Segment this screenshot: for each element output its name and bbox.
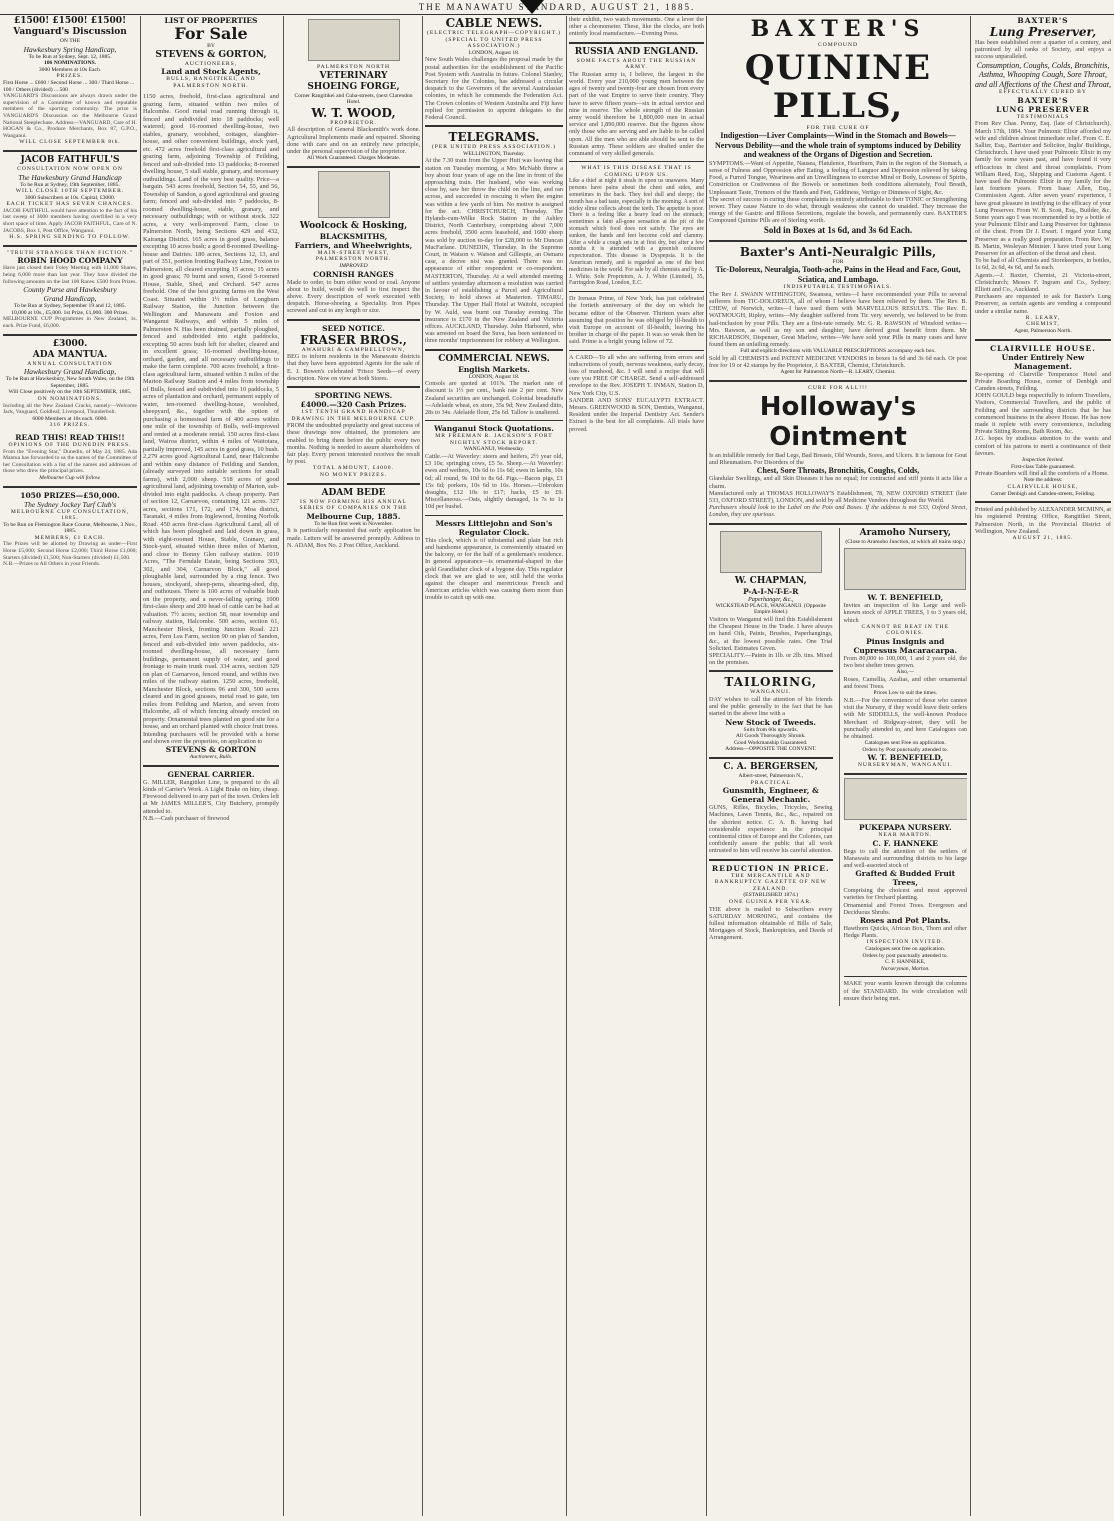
puke-cat: Catalogues sent free on application.: [865, 946, 946, 953]
messrs-body: This clock, which is of substantial and plain but rich and handsome appearance, is conveniently situated on the balcony, or for the half of a gentleman's residence. In general appearance—is ornamental-shaped in due gold Grandfather clock of a bygone day. This regulator clock that we are glad to see, still held the works against the cheaper and meretricious French and American articles which was causing them more than trouble to catch up with one.: [425, 536, 563, 602]
anti-for: FOR: [832, 258, 844, 265]
column-rule: [566, 16, 567, 1516]
by: BY: [207, 43, 215, 49]
property-list: 1150 acres, freehold, first-class agricultural and grazing farm, situated within two miles of Halcombe. Good metal road running through it, fenced and subdivided into 18 paddocks; well watered; good 16-roomed dwelling-house, two stables, granary, woolshed, cottages, slaughter-house, and other convenient buildings, stock yard, etc. 472 acres freehold first-class agricultural and grazing farm, adjoining Township of Feilding, fenced and sub-divided into 13 paddocks; 8-roomed dwelling house, 5 stall stable, granary, and necessary outbuildings. Land of the very best quality. Price—a bargain. 543 acres freehold, Section 54, 55, and 56, Township of Sandon, a good agricultural and grazing farm; fenced and sub-divided into 7 paddocks, 8-roomed dwelling-house, stable, granary, and necessary outbuildings; with or without stock. 322 acres, a very well-improved Farm, close to Palmerston North, being Sections 429 and 432, Kairanga District. 165 acres in good grass, balance excepting 10 acres bush; a good 8-roomed Dwelling-house and Dairies. 180 acres, Sections 12, 13, and part of 351, portion fronting Railway Line, Foxton to Palmerston; all cleared excepting 15 acres; 15 acres in good grass; 70 burnt and sown, Good 5-roomed House, Stable, Shed, and Orchard. 547 acres freehold. One of the best grazing farms on the West Coast. Situated within 1½ miles of Longburn Railway Station, the Junction between the Wellington and Manawatu and Foxton and Wanganui Railways, and within 5 miles of Palmerston N. Has been drained, partially ploughed, fenced and subdivided into eight paddocks, excepting 50 acres bush left for shelter, cleared and in excellent grass; 16-roomed dwelling-house, orchard, garden, and all necessary outbuildings to make the farm complete. 700 acres freehold, a first-class agricultural farm, situated within 3 miles of the Marton Railway Station and 4 miles from township of Bulls, fenced and subdivided into 10 paddocks, 5 acres of plantation and orchard, permanent supply of water, ten-roomed dwelling-house, woolshed, sheepyard, &c., together with the option of purchasing a homestead farm of 400 acres within one mile of the township of Bulls, well-improved and rented at a moderate rental. 150 acres first-class land, Wairoa district, within 4 miles of Waitotara, partially improved, 145 acres in good grass, 10 bush. 2,279 acres good Agricultural Land, near Halcombe and within easy distance of Feilding and Sandon, (already surveyed into suitable sections for small farms), with 2,000 sheep. 518 acres of good agricultural land, adjoining township of Marton, sub-divided into eight paddocks. A cheap property. Part of section 12, Carnarvon, containing 121 acres. 327 acres, sections 171, 172, and 174, Moa district, Taranaki, 4 miles from Inglewood, fronting Norfolk Road. 450 acres first-class Agricultural Land, all of which has been ploughed and laid down in grass, with eight-roomed House, Stable, Granary, and Stock-yard, situated within three miles of Marton, and close to Bonny Glen railway station. 1019 Acres, "The Ferndale Estate, being Sections 303, 302, and 304, Carnarvon Block," all good ploughable land, surrounded by a ring fence. Two houses, stockyard, sheep-pens, shearing-shed, dip, and outhouses. There is 100 acres of valuable bush on the property, and a never-failing spring. 1000 first-class sheep and 200 head of cattle can be had at valuation. 7½ acres, section 58, near township and railway station, Halcombe. 500 acres, section 61, Manchester Block, fronting Junction Road. 221 acres, Fern Lea Farm, section 90 on plan of Sandon, fenced and sub-divided into seven paddocks, six-roomed dwelling-house, all necessary farm buildings, permanent supply of water, and good frontage to main trunk road. 334 acres, section 329 on plan of Carnarvon, fenced round, and within two miles of the railway station. 1250 acres, freehold, Manchester Block, sections 96 and 300, 500 acres cleared and in good grasses, metal road to gate, ten miles from Feilding and Marton, and seven from Halcombe, all of which fencing already erected on property. Ornamental trees planted on good site for a house, and an orchard planted with choice fruit trees.: [143, 93, 279, 731]
wang-body: Cattle.—At Waverley: steers and heifers, 2½ year old, £3 10s; springing cows, £5 5s. Sheep.—At Waverley: ewes and wethers, 10s 6d to 11s 6d; ewes in lambs, 10s 6d; all round, 9s 10d to 8s 6d. Pigs.—Bacon pigs, £1 15s 6d; porkers, 10s 6d to 16s. Horses.—Unbroken draughts, £12 10s to £17; hacks, £5 to £9. Miscellaneous.—Oats, slightly damaged, 1s 7s to 1s 10d per bushel.: [425, 453, 563, 511]
puke-orn: Ornamental and Forest Trees. Evergreen and Deciduous Shrubs.: [843, 901, 967, 916]
forge-title: VETERINARY: [319, 70, 388, 81]
column-2: [143, 16, 279, 1516]
forge-town: PALMERSTON NORTH: [316, 64, 390, 70]
quinine-title: QUININE PILLS,: [744, 47, 932, 126]
column-3: [287, 16, 420, 1516]
symptoms: SYMPTOMS.—Want of Appetite, Nausea, Flatulence, Heartburn, Pain in the region of the Stomach, a sense of Fulness and Oppression after Eating, a feeling of Languor and Depression relieved by taking Food, a Furred Tongue, Weariness and an Unwillingness to exercise Mind or Body, Lowness of Spirits, Constriction or Costiveness of the Bowels or sometimes both conditions alternately, Foul Breath, Unpleasant Taste, Tremors of the Hands and Feet, Giddiness, Vertigo or Dimness of Sight, &c.: [709, 159, 967, 196]
wang-sub: MR FREEMAN R. JACKSON'S FORT NIGHTLY STOCK REPORT.: [435, 433, 553, 446]
sold: Sold in Boxes at 1s 6d, and 3s 6d Each.: [763, 224, 913, 235]
aramoho-title: Aramoho Nursery,: [859, 527, 951, 538]
b-cured: EFFECTUALLY CURED BY: [999, 89, 1087, 96]
ada-members: 6000 Members at 10s each. 6000.: [32, 415, 108, 422]
towns: BULLS, RANGITIKEI, AND PALMERSTON NORTH.: [166, 76, 256, 89]
b-sig: R. LEARY,: [1025, 314, 1061, 321]
wang-title: Wanganui Stock Quotations.: [434, 424, 554, 434]
berg-trade2: Gunsmith, Engineer, & General Mechanic.: [722, 786, 819, 805]
ara-body: Invites an inspection of his Large and well-known stock of APPLE TREES, 1 to 3 years old, which: [843, 602, 967, 624]
ada-amount: £3000.: [52, 338, 88, 349]
ara-foot: NURSERYMAN, WANGANUI.: [857, 762, 953, 769]
orders: Orders by Post punctually attended to.: [862, 746, 949, 753]
addr2: Corner Denbigh and Camden-streets, Feilding.: [990, 490, 1096, 497]
messrs-sub: Regulator Clock.: [458, 527, 530, 537]
forge-owner: W. T. WOOD,: [311, 105, 396, 120]
prize-header: £1500! £1500! £1500!: [13, 16, 127, 26]
messrs-title: Messrs Littlejohn and Son's: [435, 518, 553, 528]
full-dir: Full and explicit directions with VALUABLE PRESCRIPTIONS accompany each box.: [740, 348, 936, 355]
firm-2: STEVENS & GORTON: [165, 745, 257, 755]
cable-sub: (ELECTRIC TELEGRAPH—COPYRIGHT.) (SPECIAL TO UNITED PRESS ASSOCIATION.): [427, 30, 561, 50]
vanguard-event: Hawkesbury Spring Handicap,: [23, 44, 117, 54]
auct-2: Auctioneers, Bulls.: [189, 754, 233, 761]
note: Note the address:: [1023, 477, 1063, 484]
russia-sub: SOME FACTS ABOUT THE RUSSIAN ARMY.: [576, 57, 697, 71]
b-title: BAXTER'S: [1017, 16, 1069, 25]
cable-body: New South Wales challenges the proposal made by the postal authorities for the establishment of the Pacific Post System with Australia in future. Colonel Stanley, Secretary for the Colonies, has addressed a circular despatch to the Governors of the several Australasian colonies, in which he commends the Federation Act. The Crown colonies of Western Australia and Fiji have replied for permission to appoint delegates to the Federal Council.: [425, 56, 563, 121]
compound: COMPOUND: [817, 42, 858, 48]
adam-event: Melbourne Cup, 1885.: [306, 511, 401, 521]
cure-list: Indigestion—Liver Complaints—Wind in the Stomach and Bowels—Nervous Debility—and the whole train of symptoms induced by Debility and weakness of the Organs of Digestion and Secretion.: [714, 131, 961, 160]
sport-sub: 1ST TENTH GRAND HANDICAP DRAWING IN THE MELBOURNE CUP.: [291, 408, 416, 422]
b-body: Has been established over a quarter of a century, and patronised by all ranks of Society, and enjoys a success unparalleled.: [975, 39, 1111, 61]
clair-title: CLAIRVILLE HOUSE.: [990, 343, 1096, 353]
crest-engraving: [318, 171, 390, 218]
prize-list: First Horse ... £600 / Second Horse ... 300 / Third Horse ... 100 / Others (divided) ... 500: [3, 79, 135, 93]
chap-addr: WICKSTEAD PLACE, WANGANUI. (Opposite Empire Hotel.): [715, 602, 826, 616]
pinus: Pinus Insignis and Cupressus Macaracarpa.: [853, 637, 958, 656]
wool-trade2: Farriers, and Wheelwrights,: [294, 240, 413, 250]
puke-body: Begs to call the attention of the settlers of Manawatu and surrounding districts to his large and well-assorted stock of: [843, 847, 967, 870]
column-rule: [970, 16, 971, 1516]
robin-quote: "TRUTH STRANGER THAN FICTION.": [7, 249, 133, 256]
column-5: [569, 16, 704, 1516]
vanguard-noms: 106 NOMINATIONS.: [43, 60, 97, 67]
tailor-guar: Good Workmanship Guaranteed.: [733, 739, 808, 746]
sport-amount: £4000.—320 Cash Prizes.: [300, 399, 407, 409]
robin-date: To be Run at Sydney, September 19 and 12, 1885.: [13, 303, 127, 310]
ada-close: Will Close positively on the 10th SEPTEMBER, 1885.: [8, 389, 132, 396]
tele-date: WELLINGTON, Thursday.: [463, 150, 525, 157]
private: Private Boarders will find all the comforts of a Home.: [975, 470, 1109, 478]
red-price: ONE GUINEA PER YEAR.: [729, 899, 813, 906]
sport-title: SPORTING NEWS.: [314, 390, 393, 400]
ad-reference: A CARD—To all who are suffering from errors and indiscretions of youth, nervous weakness, early decay, loss of manhood, &c. I will send a recipe that will cure you FREE OF CHARGE. Send a self-addressed envelope to the Rev. JOSEPH T. INMAN, Station D, New York City, U.S.: [569, 353, 704, 397]
wool-ranges: CORNISH RANGES: [313, 269, 394, 279]
sport-body: FROM the undoubted popularity and great success of these drawings now obtained, the promoters are enabled to bring them before the public every two months. Nothing is needed to assure shareholders of fair play. Every person interested receives the result by post.: [287, 422, 420, 466]
forge-body: All description of General Blacksmith's work done. Agricultural Implements made and repaired. Shoeing done with care and on an entirely new principle, under the personal supervision of the proprietor.: [287, 126, 420, 155]
puke-foot: Nurseryman, Marton.: [880, 965, 930, 972]
syd-foot: N.B.—Prizes to All Others in your Friends.: [3, 561, 101, 568]
russia-body: The Russian army is, I believe, the largest in the world. Every year 210,000 young men between the ages of twenty and twenty-four are chosen from every part of the vast Empire to serve their country. They have to serve fifteen years—six in actual service and nine in reserve. The whole strength of the Russian army would therefore be 1,800,000 men in actual service and 1,890,000 reserve. But the figures show only those who are serving and are liable to be called upon. All the men who are able should be sent to the Russian army. These soldiers are drafted under the command of very skilled generals.: [569, 70, 704, 158]
puke-title: PUKEPAPA NURSERY.: [858, 823, 952, 833]
ara-owner: W. T. BENEFIELD,: [867, 593, 944, 603]
clair-body: Re-opening of Clairville Temperance Hotel and Private Boarding House, corner of Denbigh and Camden streets, Feilding.: [975, 370, 1111, 392]
wang-date: WANGANUI, Wednesday.: [463, 446, 525, 453]
list-title: LIST OF PROPERTIES: [164, 16, 258, 25]
chapman-engraving: [720, 531, 822, 573]
melb-handicap: MELBOURNE CUP CONSULTATION, 1885.: [10, 508, 130, 522]
wool-improved: IMPROVED: [339, 262, 368, 269]
column-rule: [140, 16, 141, 1516]
fraser-title: FRASER BROS.,: [300, 332, 407, 347]
what-title: WHAT IS THIS DISEASE THAT IS COMING UPON US.: [581, 165, 692, 178]
hol-chest: Chest, Sore Throats, Bronchitis, Coughs, Colds,: [756, 465, 920, 475]
berg-trade: PRACTICAL: [750, 779, 791, 786]
sander-body: SANDER AND SONS' EUCALYPTI EXTRACT. Messrs. GREENWOOD & SON, Dentists, Wanganui, Resident under the Imperial Dentistry Act. Sender's Extract is the best for all complaints. All trials have proved.: [569, 396, 704, 433]
tailor-all: All Goods Thoroughly Shrunk.: [735, 733, 806, 740]
ada-noms: ON NOMINATIONS.: [37, 395, 103, 402]
secret: The secret of success in curing these complaints is entirely attributable to their TONIC or Strengthening power. They cause Nature to do what, through weakness she cannot do unaided. They increase the energy of the Gastric and Bilious Secretions, regulate the bowels, and permanently cure. BAXTER'S Compound Quinine Pills are of Sterling worth.: [709, 195, 967, 225]
ada-sub: ANNUAL CONSULTATION: [27, 360, 113, 367]
hol-body: Is an infallible remedy for Bad Legs, Bad Breasts, Old Wounds, Sores, and Ulcers. It is famous for Gout and Rheumatism. For Disorders of the: [709, 451, 967, 466]
fraser-addr: AWAHURI & CAMPBELLTOWN,: [301, 346, 406, 353]
sydney-jc: The Sydney Jockey Turf Club's: [24, 499, 116, 509]
jacob-subs: 3000 Subscribers at 10s. Capital, £3000.: [24, 194, 116, 201]
agents: Land and Stock Agents,: [161, 67, 261, 77]
jacob-title: JACOB FAITHFUL'S: [20, 154, 120, 165]
carrier-body: G. MILLER, Rangitikei Line, is prepared to do all kinds of Carrier's Work. A Light Brake on hire, cheap. Firewood delivered to any part of the town. Orders left at Mr JAMES MILLER'S, City Butchery, promptly attended to.: [143, 778, 279, 815]
addr: CLAIRVILLE HOUSE,: [1007, 483, 1079, 490]
puke-roses: Roses and Pot Plants.: [859, 916, 951, 926]
gould: JOHN GOULD begs respectfully to inform Travellers, Visitors, Commercial Travellers, and the public of Feilding and the surrounding districts that he has commenced business in the above House. He has now made it replete with every convenience, including Private Sitting Rooms, Bath Room, &c.: [975, 392, 1111, 436]
eng-body: Consols are quoted at 101⅝. The market rate of discount is 1½ per cent., bank rate 2 per cent. New Zealand securities are unchanged. Colonial breadstuffs—Adelaide wheat, ex store, 35s 9d; New Zealand ditto, 28s to 34s. Adelaide flour, 25s 6d. Tallow is unaltered.: [425, 380, 563, 417]
pukepapa-engraving: [844, 778, 968, 820]
b-sold: To be had of all Chemists and Storekeepers, in bottles, 1s 6d, 2s 6d, 4s 6d, and 5s each.: [975, 257, 1111, 272]
cure-all: CURE FOR ALL!!!: [808, 384, 868, 391]
vanguard-body: VANGUARD'S Discussions are always drawn under the supervision of a Committee of known and reputable members of the sporting community. The prize is VANGUARD'S Discussion on the Melbourne Grand National Steeplechase. Address—VANGUARD, Care of H. HOGAN & Co., Produce Merchants, Box 87, G.P.O., Wanganui.: [3, 93, 137, 139]
eng-date: LONDON, August 18.: [468, 373, 520, 380]
prizes-title: PRIZES.: [56, 73, 84, 80]
vanguard-members: 3000 Members at 10s Each.: [38, 66, 102, 73]
wool-town: PALMERSTON NORTH.: [315, 256, 392, 263]
masthead-flag-icon: [520, 0, 544, 14]
jacob-body: JACOB FAITHFUL would have attention to the fact of his last sweep of 3000 members having overfilled in a very short space of time. Apply JACOB FAITHFUL, Care of N. JACOBS, Box 1, Post Office, Wanganui.: [3, 207, 137, 234]
jacob-foot: H.S. SPRING SENDING TO FOLLOW.: [9, 234, 131, 241]
what-body: Like a thief at night it steals in upon us unawares. Many persons have pains about the chest and sides, and sometimes in the back. They feel dull and sleepy; the mouth has a bad taste, especially in the morning. A sort of sticky slime collects about the teeth. The appetite is poor. There is a feeling like a heavy load on the stomach; sometimes a faint all-gone sensation at the pit of the stomach which food does not satisfy. The eyes are sunken, the hands and feet become cold and clammy. After a while a cough sets in at first dry, but after a few months it is attended with a greenish coloured expectoration. This disease is Dyspepsia. It is the American remedy, and is regarded as one of the best medicines in the world. For sale by all chemists and by A. J. White. Sole Proprietors, A. J. White (Limited), 35, Farringdon Road, London, E.C.: [569, 178, 704, 287]
chap-trade: P-A-I-N-T-E-R: [743, 586, 799, 596]
sold2: Sold by all CHEMISTS and PATENT MEDICINE VENDORS in boxes 1s 6d and 3s 6d each. Or post free for 19 or 42 stamps by the Proprietor, J. BAXTER, Chemist, Christchurch.: [709, 354, 967, 370]
puke-body2: Comprising the choicest and most approved varieties for Orchard planting.: [843, 887, 967, 902]
anti-list: Tic-Doloreux, Neuralgia, Tooth-ache, Pains in the Head and Face, Gout, Sciatica, and Lumbago.: [715, 265, 961, 284]
wool-addr: MAIN-STREET WEST,: [317, 249, 390, 256]
read-foot: Melbourne Cup will follow.: [39, 474, 101, 481]
hol-body2: Glandular Swellings, and all Skin Diseases it has no equal; for contracted and stiff joints it acts like a charm.: [709, 475, 967, 490]
insp: Inspection Invited.: [1022, 457, 1064, 463]
jacob-chances: EACH TICKET HAS SEVEN CHANCES.: [6, 201, 134, 208]
intending: Intending purchasers will be provided with a horse and shown over the properties, on application to: [143, 730, 279, 746]
ada-title: ADA MANTUA.: [32, 349, 108, 360]
b-chem: CHEMIST,: [1026, 321, 1060, 328]
read-sub: OPINIONS OF THE DUNEDIN PRESS.: [8, 441, 132, 448]
melb-date: To be Run on Flemington Race Course, Melbourne, 3 Nov., 1885.: [3, 521, 137, 535]
hol-manu: Manufactured only at THOMAS HOLLOWAY'S Establishment, 78, NEW OXFORD STREET (late 533, OXFORD STREET), LONDON, and sold by all Medicine Vendors throughout the World.: [709, 489, 967, 505]
red-title: REDUCTION IN PRICE.: [711, 863, 830, 873]
puke-orders: Orders by post punctually attended to.: [862, 952, 948, 959]
make-ad: MAKE your wants known through the columns of the STANDARD. Its wide circulation will ensure their being met.: [843, 980, 967, 1002]
testimonials: The Rev J. SWANN WITHINGTON, Swansea, writes—I have recommended your Pills to several sufferers from TIC-DOLOREUX, all of whom I believe have been relieved by them. The Rev. B. CHEW, of Norwich, writes—I have used them with MARVELLOUS RESULTS. The Rev. E. WATMOUGH, Ripley, writes—My daughter suffered from Tic very severely, we believed to be from bad-inclusion by your Pills. They are a first-rate remedy. Mr. G. R. RAWSON of Winsford writes—Mrs. Rawson, as well as my son and daughter, have derived great benefit from them. Mr RICHARDSON, Dispenser, Great Marlow, writes—We have sold your Pills in many cases and have found them an unfailing remedy.: [709, 290, 967, 349]
eng-title: English Markets.: [458, 364, 530, 374]
seed-title: SEED NOTICE.: [322, 323, 385, 333]
jacob-date: To be Run at Sydney, 19th September, 1885.: [20, 181, 120, 188]
agent: Agent for Palmerston North—R. LEARY, Chemist.: [780, 369, 896, 376]
forge-sub: SHOEING FORGE,: [307, 81, 400, 92]
column-7: [975, 16, 1111, 1516]
red-est: (ESTABLISHED 1874.): [743, 892, 799, 899]
tele-title: TELEGRAMS.: [448, 130, 540, 145]
auctioneers: AUCTIONEERS,: [184, 60, 238, 67]
column-6: [709, 16, 967, 1516]
cable-title: CABLE NEWS.: [445, 16, 543, 30]
robin-prizes: 10,000 at 10s., £5,000. 1st Prize, £1,000. 300 Prizes.: [11, 309, 129, 316]
anti-title: Baxter's Anti-Neuralgic Pills,: [739, 244, 937, 259]
chap-name: W. CHAPMAN,: [734, 575, 807, 586]
b-lung2: LUNG PRESERVER: [996, 104, 1090, 114]
b-testimonials: From Rev Chas. Penny, Esq. (late of Christchurch). March 17th, 1884. Your Pulmonic Elixir afforded my wife and children almost immediate relief. From C. E. Sallier, Esq., Barrister and Solicitor, Inglis' Buildings, Christchurch. I have used your Pulmonic Elixir in my family for some years past, and have found it very efficacious in chest and throat complaints. From William Reed, Esq., Shipping and Customs Agent. I have used the Pulmonic Elixir in my family for the last fourteen years. From Isaac Allen, Esq., Commission Agent. After seven years' experience, I have great pleasure in testifying to the efficacy of your Lung Preserver. From W. B. Scott, Esq., Builder, &c. Some years ago I was recommended to try a bottle of your Pulmonic Elixir and Lung Preserver for tightness of the chest. From Dr J. Ewart. I regard your Lung Preserver as a really good preparation. From Rev. W. B. Martin, Wesleyan Minister. I have tried your Lung Preserver for an affection of the throat and chest.: [975, 120, 1111, 257]
column-rule: [283, 16, 284, 1516]
prime-body: Dr Irenaus Prime, of New York, has just celebrated the fortieth anniversary of the day on which he became editor of the Observer. Thirteen years after assuming that position he was obliged by ill-health to visit Europe on account of ill-health, leaving his brother in charge of the paper. It was so weak then he said. Prime is a bright young fellow of 72.: [569, 295, 704, 346]
forge-addr: Corner Rangitikei and Cuba-streets, (next Clarendon Hotel.: [294, 92, 413, 106]
b-list: Consumption, Coughs, Colds, Bronchitis, Asthma, Whooping Cough, Sore Throat, and all Affections of the Chest and Throat,: [975, 60, 1111, 89]
red-body: THE above is mailed to Subscribers every SATURDAY MORNING, and contains the fullest information obtainable of Bills of Sale, Mortgages of Stock, Bankruptcies, and Deeds of Arrangement.: [709, 905, 833, 942]
read-body: From the "Evening Star," Dunedin, of May 24, 1885. Ada Mantua has forwarded to us the names of the Committee of her Consultation with a list of the names and addresses of those who drew the principal prizes.: [3, 448, 137, 475]
berg-title: C. A. BERGERSEN,: [723, 762, 819, 773]
column-4: [425, 16, 563, 1516]
ara-cannot: CANNOT BE BEAT IN THE COLONIES.: [861, 623, 949, 637]
column-rule: [706, 16, 707, 1516]
puke-sign: C. F. HANNEKE,: [885, 959, 926, 966]
first-class: First-class Table guaranteed.: [1011, 463, 1075, 470]
nursery-engraving: [844, 548, 966, 590]
ara-sub: (Close to Aramoho Junction, at which all trains stop.): [845, 538, 966, 545]
wool-trade1: BLACKSMITHS,: [319, 231, 388, 241]
for-sale: For Sale: [174, 24, 248, 43]
puke-near: NEAR MARTON.: [878, 832, 933, 839]
members: MEMBERS, £1 EACH.: [34, 534, 106, 541]
jacob-event: The Hawkesbury Grand Handicap: [18, 172, 122, 182]
prices: Prices Low to suit the times.: [873, 690, 938, 697]
vanguard-title: Vanguard's Discussion: [13, 27, 127, 37]
chap-spec: SPECIALITY.—Paints in 1lb. or 2lb. tins. Mixed on the premises.: [709, 652, 833, 667]
tele-sub: (PER UNITED PRESS ASSOCIATION.): [431, 144, 557, 151]
b-name: BAXTER'S: [1017, 95, 1069, 105]
indisp: INDISPUTABLE TESTIMONIALS.: [783, 284, 893, 291]
vanguard-on: ON THE: [59, 38, 81, 44]
syd-body: The Prizes will be allotted by Drawing as under—First Horse £5,000; Second Horse £2,000; Third Horse £1,000; Starters (divided) £1,500; Non-Starters (divided) £1,500.: [3, 541, 137, 561]
prize-1050: 1050 PRIZES—£50,000.: [20, 490, 120, 500]
tailor-title: TAILORING,: [724, 675, 818, 690]
adam-sub: IS NOW FORMING HIS ANNUAL SERIES OF COMPANIES ON THE: [299, 498, 408, 512]
robin-event1: County Purse and Hawkesbury: [23, 285, 117, 295]
russia-title: RUSSIA AND ENGLAND.: [574, 46, 699, 57]
fraser-body: BEG to inform residents in the Manawatu districts that they have been appointed Agents for the sale of E. J. Bowen's celebrated 'Frisco Seeds—of every description. Now on view at both Stores.: [287, 353, 420, 382]
wool-body: Made to order, to burn either wood or coal. Anyone about to build, would do well to first inspect the above. Every description of work executed with despatch. Horse-shoeing a Speciality. Iron Pipes screwed and cut to any length or size.: [287, 278, 420, 315]
read-title: READ THIS! READ THIS!!: [15, 432, 125, 442]
robin-body: Have just closed their Foley Meeting with 11,000 Shares, being 6,000 more than last year. They have divided the following amounts on the last 100 Races. £500 from Prizes.: [3, 265, 137, 285]
jacob-close: WILL CLOSE 10TH SEPTEMBER.: [15, 188, 125, 195]
cat-free: Catalogues sent Free on application.: [864, 740, 946, 747]
chap-body: Visitors to Wanganui will find this Establishment the Cheapest House in the Trade. I have always on hand Oils, Paints, Brushes, Paperhangings, &c., at the lowest possible rates. One Trial Solicited. Estimates Given.: [709, 616, 833, 652]
berg-addr: Albert-street, Palmerston N.,: [738, 773, 803, 780]
b-agents: Agents.—J. Baxter, Chemist, 21 Victoria-street, Christchurch; Messrs F. Ingram and Co., Sydney; Elliott and Co., Auckland.: [975, 271, 1111, 293]
forge-foot: All Work Guaranteed. Charges Moderate.: [306, 155, 401, 162]
robin-title: ROBIN HOOD COMPANY: [17, 256, 123, 266]
also-body: Roses, Camellia, Azalias, and other ornamental and forest Trees.: [843, 676, 967, 691]
chap-sub: Paperhanger, &c.,: [747, 595, 794, 603]
tele-body: At the 7.30 train from the Upper Hutt was leaving that station on Tuesday morning, a Mrs McNabb threw a boy about four years of age on the line in front of the approaching train. Her husband, who was working close by, saw her throw the child on the line, and ran across, and succeeded in rescuing it when the engine was within a few yards of him. No motive is assigned for the act. CHRISTCHURCH, Thursday. The Hylands-cum-Wilke Rock Station in the Ashley District, North Canterbury, comprising about 7,000 acres freehold, 3500 acres leasehold, and 1600 sheep was sold by auction to-day for £28,000 to Mr Duncan MacFarlane. DUNEDIN, Thursday. In the Supreme Court, in Watson v. Watson and Gillespie, an Osmaru case, a decree nisi was granted. There was no appearance of either respondent or co-respondent. MASTERTON, Thursday. At a well attended meeting of settlers yesterday afternoon a resolution was carried in favour of establishing a Parcel and Agricultural Society, to hold shows at Masterton. TIMARU, Thursday. The Upper Hall Hotel at Waitohi, occupied by W. Auld, was burnt out Tuesday evening. The insurance is £170 in the New Zealand and Victoria offices. AUCKLAND, Thursday. John Harbonrd, who was arrested on board the Suva, has been sentenced to three months' imprisonment for robbery at Wellington.: [425, 157, 563, 345]
vanguard-date: To be Run at Sydney, Sept. 12, 1885.: [28, 53, 112, 60]
anvil-engraving: [308, 19, 400, 61]
owner2: W. T. BENEFIELD,: [867, 753, 944, 763]
robin-event2: Grand Handicap,: [43, 294, 97, 304]
forge-prop: PROPRIETOR.: [330, 119, 377, 126]
red-sub: THE MERCANTILE AND BANKRUPTCY GAZETTE OF NEW ZEALAND.: [714, 872, 827, 892]
b-agent: Agent, Palmerston North.: [1014, 327, 1072, 334]
baxters-title: BAXTER'S: [750, 16, 926, 42]
tailor-suits: Suits from 60s upwards.: [743, 726, 798, 733]
wool-title: Woolcock & Hosking,: [299, 220, 408, 231]
firm: STEVENS & GORTON,: [155, 49, 267, 60]
carrier-foot: N.B.—Cash purchaser of firewood: [143, 814, 230, 822]
sport-total: TOTAL AMOUNT, £4000.: [313, 465, 394, 472]
b-lung: Lung Preserver,: [989, 25, 1097, 39]
tailor-body: DAY wishes to call the attention of his friends and the public generally to the fact that he has started in the above line with a: [709, 696, 833, 718]
cable-date: LONDON, August 18.: [468, 49, 520, 56]
tailor-town: WANGANUI.: [750, 689, 792, 696]
printed: Printed and published by ALEXANDER MCMINN, at his registered Printing Office, Rangitikei Street, Palmerston North, in the Provincial District of Wellington, New Zealand.: [975, 506, 1111, 535]
top-body: their exhibit, two watch movements. One a lever the other a chronometer. These, like the clocks, are both entirely local manufacture.—Evening Press.: [569, 16, 704, 38]
col6-lower: [709, 528, 967, 1006]
gould2: J.G. hopes by studious attention to the wants and comfort of his patrons to merit a continuance of their favours.: [975, 435, 1111, 457]
column-rule: [422, 16, 423, 1516]
holloway-title: Holloway's Ointment: [759, 391, 917, 452]
clair-sub: Under Entirely New Management.: [1001, 352, 1085, 371]
sport-foot: NO MONEY PRIZES.: [319, 471, 388, 478]
vanguard-close: WILL CLOSE SEPTEMBER 8th.: [19, 139, 121, 146]
b-test: TESTIMONIALS: [1016, 113, 1070, 120]
also: Also,—: [896, 669, 915, 676]
tailor-stock: New Stock of Tweeds.: [725, 717, 817, 727]
adam-title: ADAM BEDE: [321, 487, 386, 498]
robin-foot: MELBOURNE CUP Programmes in New Zealand, 1s. each. Prize Fund, £6,000.: [3, 316, 137, 329]
ada-event: Hawkesbury Grand Handicap,: [23, 367, 117, 377]
jacob-sub: CONSULTATION NOW OPEN ON: [17, 165, 123, 172]
carrier-title: GENERAL CARRIER.: [167, 769, 255, 779]
b-warn: Purchasers are requested to ask for Baxter's Lung Preserver, as certain agents are vending a compound under a similar name.: [975, 293, 1111, 315]
puke-insp: INSPECTION INVITED.: [866, 939, 944, 946]
col6-left: [709, 528, 833, 1006]
ada-date: To be Run at Hawkesbury, New South Wales, on the 19th September, 1885.: [5, 376, 135, 389]
ada-prizes: 316 PRIZES.: [49, 422, 91, 429]
comm-title: COMMERCIAL NEWS.: [438, 353, 550, 364]
ada-body: Including all the New Zealand Cracks, namely—Welcome Jack, Vanguard, Goldleaf, Liverpool, Thunderbolt.: [3, 402, 137, 416]
puke-owner: C. F. HANNEKE: [872, 838, 938, 848]
adam-date: To be Run first week in November.: [314, 520, 393, 527]
col6-right: [839, 528, 968, 1006]
pinus-body: From 80,000 to 100,000, 1 and 2 years old, the two best shelter trees grown.: [843, 655, 967, 670]
nb: N.B.—For the convenience of those who cannot visit the Nursery, if they would leave their orders with Mr SIDDELLS, the well-known Produce Merchant of Ridgway-street, they will be punctually attended to, and here Catalogues can be obtained.: [843, 697, 967, 741]
tailor-addr: Address—OPPOSITE THE CONVENT.: [725, 746, 817, 753]
adam-body: It is particularly requested that early application be made. Letters will be answered promptly. Address to N. ADAM, Box No. 2 Post Office, Auckland.: [287, 527, 420, 549]
puke-haw: Hawthorn Quicks, African Box, Thorn and other Hedge Plants.: [843, 925, 967, 940]
column-1: [3, 16, 137, 1516]
puke-grafted: Grafted & Budded Fruit Trees,: [855, 869, 956, 888]
hol-warn: Purchasers should look to the Label on the Pots and Boxes. If the address is not 533, Oxford Street, London, they are spurious.: [709, 504, 967, 519]
berg-body: GUNS, Rifles, Bicycles, Tricycles, Sewing Machines, Lawn Tennis, &c., &c., repaired on the shortest notice. C. A. B. having had considerable experience in the principal continental cities of Europe and the Colonies, can confidently assure the public that all work entrusted to him will receive his careful attention.: [709, 804, 833, 855]
pub-date: AUGUST 21, 1885.: [1012, 534, 1074, 541]
cure-of: FOR THE CURE OF: [806, 124, 870, 131]
masthead: THE MANAWATU STANDARD, AUGUST 21, 1885.: [0, 0, 1114, 15]
